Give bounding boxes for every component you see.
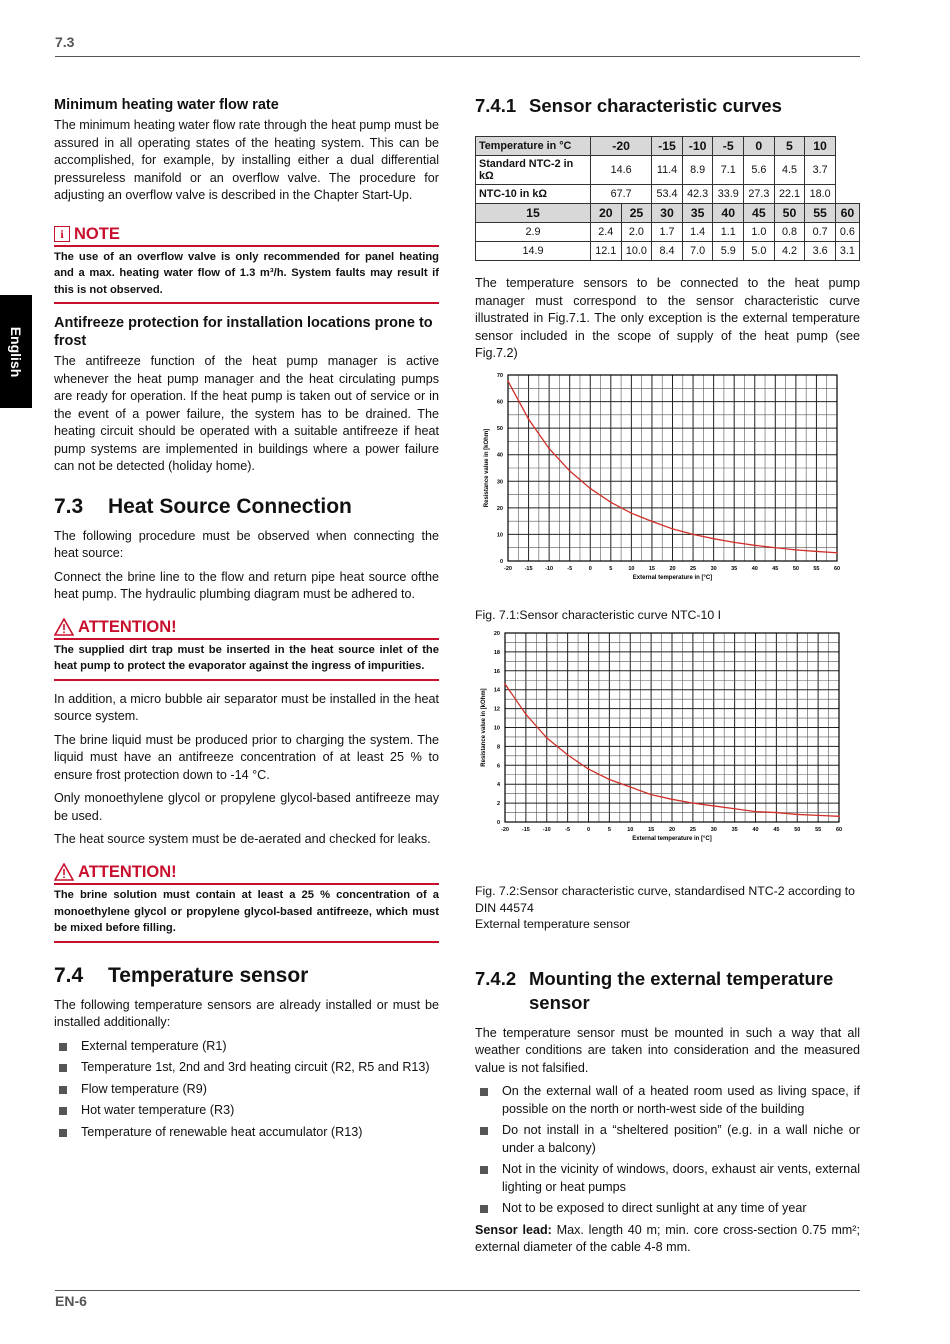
- y-tick-label: 6: [496, 763, 500, 770]
- x-tick-label: -10: [542, 827, 551, 833]
- data-point: [630, 512, 632, 514]
- table-row: [476, 242, 860, 261]
- y-tick-label: 8: [496, 744, 500, 751]
- sensor-list: [54, 1038, 439, 1142]
- table-cell: 50: [774, 204, 805, 223]
- section-7-3-heading: [54, 494, 439, 520]
- x-tick-label: -5: [567, 565, 573, 572]
- y-tick-label: 10: [496, 531, 503, 538]
- x-tick-label: 25: [689, 827, 696, 833]
- x-tick-label: 10: [627, 827, 634, 833]
- x-tick-label: 30: [710, 827, 717, 833]
- header-section-number: 7.3: [55, 34, 75, 50]
- attention-box-1: [54, 618, 439, 681]
- list-item: External temperature (R1): [54, 1038, 439, 1056]
- data-point: [608, 779, 610, 781]
- section-7-4-heading: [54, 963, 439, 989]
- x-tick-label: 55: [815, 827, 822, 833]
- data-point: [651, 520, 653, 522]
- list-item: Temperature of renewable heat accumulator (R13): [54, 1124, 439, 1142]
- table-cell: 45: [744, 204, 775, 223]
- table-row: [476, 137, 860, 156]
- table-cell: 11.4: [652, 156, 683, 185]
- table-cell: 15: [476, 204, 591, 223]
- y-tick-label: 60: [496, 399, 503, 406]
- after-att1-p2: The brine liquid must be produced prior to charging the system. The liquid must have an antifreeze concentration of at least 25 % to ensure frost protection down to -14 °C.: [54, 732, 439, 782]
- data-point: [774, 546, 776, 548]
- list-item: On the external wall of a heated room used as living space, if possible on the north or north-west side of the building: [475, 1083, 860, 1118]
- sensor-lead-label: Sensor lead:: [475, 1222, 552, 1237]
- table-cell: 40: [713, 204, 744, 223]
- table-row: [476, 204, 860, 223]
- warning-icon: [54, 863, 74, 881]
- sec742-intro: The temperature sensor must be mounted in such a way that all weather conditions are taken into consideration and the measured value is not falsified.: [475, 1025, 860, 1075]
- table-row: [476, 156, 860, 185]
- section-number: 7.4.2: [475, 967, 517, 989]
- after-att1-p1: In addition, a micro bubble air separator must be installed in the heat source system.: [54, 691, 439, 724]
- attention-header-2: [54, 863, 439, 885]
- y-tick-label: 20: [493, 631, 500, 637]
- sensor-lead-text: Max. length 40 m; min. core cross-section 0.75 mm²; external diameter of the cable 4-8 mm.: [475, 1222, 860, 1254]
- table-cell: Standard NTC-2 in kΩ: [476, 156, 591, 185]
- data-point: [672, 527, 674, 529]
- data-point: [610, 501, 612, 503]
- data-point: [734, 808, 736, 810]
- x-tick-label: 35: [731, 827, 738, 833]
- table-cell: 0.8: [774, 223, 805, 242]
- x-tick-label: -15: [521, 827, 530, 833]
- section-title: Mounting the external temperature sensor: [529, 967, 834, 1013]
- note-label: NOTE: [74, 224, 120, 243]
- antifreeze-heading: Antifreeze protection for installation locations prone to frost: [54, 315, 433, 350]
- data-point: [525, 713, 527, 715]
- table-cell: 2.0: [621, 223, 652, 242]
- table-cell: 5.9: [713, 242, 744, 261]
- table-cell: 14.9: [476, 242, 591, 261]
- x-tick-label: 15: [648, 827, 655, 833]
- x-tick-label: 0: [588, 565, 592, 572]
- table-cell: 1.7: [652, 223, 683, 242]
- section-title: Heat Source Connection: [108, 494, 352, 518]
- note-header: [54, 225, 439, 247]
- attention-header-1: [54, 618, 439, 640]
- table-cell: 53.4: [652, 185, 683, 204]
- table-cell: 55: [805, 204, 836, 223]
- header-rule: [55, 56, 860, 57]
- data-point: [629, 786, 631, 788]
- table-cell: 25: [621, 204, 652, 223]
- table-cell: 35: [682, 204, 713, 223]
- warning-icon: [54, 618, 74, 636]
- x-tick-label: 40: [752, 827, 759, 833]
- attention-label-2: ATTENTION!: [78, 862, 177, 881]
- y-tick-label: 14: [493, 687, 500, 694]
- table-cell: 3.6: [805, 242, 836, 261]
- table-cell: 10: [805, 137, 836, 156]
- y-tick-label: 50: [496, 425, 503, 432]
- sec73-p1: The following procedure must be observed when connecting the heat source:: [54, 528, 439, 561]
- table-cell: 18.0: [805, 185, 836, 204]
- table-cell: 10.0: [621, 242, 652, 261]
- x-tick-label: -5: [565, 827, 571, 833]
- x-tick-label: 10: [628, 565, 635, 572]
- x-tick-label: 45: [772, 565, 779, 572]
- table-cell: 8.9: [682, 156, 713, 185]
- data-point: [817, 814, 819, 816]
- attention-text-2: The brine solution must contain at least a 25 % concentration of a monoethylene glycol or propylene glycol-based antifreeze, which must be mixed before filling.: [54, 885, 439, 943]
- list-item: Not to be exposed to direct sunlight at any time of year: [475, 1200, 860, 1218]
- left-column: [54, 96, 439, 1145]
- table-cell: 22.1: [774, 185, 805, 204]
- x-tick-label: 5: [607, 827, 611, 833]
- data-point: [569, 470, 571, 472]
- table-cell: 60: [835, 204, 859, 223]
- x-tick-label: 35: [731, 565, 738, 572]
- attention-text-1: The supplied dirt trap must be inserted in the heat source inlet of the heat pump to protect the evaporator against the ingress of impurities.: [54, 640, 439, 681]
- table-cell: NTC-10 in kΩ: [476, 185, 591, 204]
- fig1-caption: Fig. 7.1:Sensor characteristic curve NTC-10 I: [475, 607, 722, 622]
- data-point: [713, 537, 715, 539]
- table-cell: 5: [774, 137, 805, 156]
- table-cell: 8.4: [652, 242, 683, 261]
- table-cell: 5.6: [744, 156, 775, 185]
- list-item: Hot water temperature (R3): [54, 1102, 439, 1120]
- data-point: [795, 548, 797, 550]
- y-tick-label: 20: [496, 505, 503, 512]
- data-point: [671, 798, 673, 800]
- y-tick-label: 0: [499, 558, 503, 565]
- x-tick-label: 40: [751, 565, 758, 572]
- data-point: [567, 754, 569, 756]
- table-cell: 5.0: [744, 242, 775, 261]
- data-point: [838, 815, 840, 817]
- table-cell: 0.7: [805, 223, 836, 242]
- x-tick-label: 60: [835, 827, 843, 833]
- data-point: [507, 380, 509, 382]
- page-number: EN-6: [55, 1293, 87, 1309]
- section-title: Temperature sensor: [108, 963, 309, 987]
- table-cell: 67.7: [591, 185, 652, 204]
- data-point: [588, 768, 590, 770]
- right-column: [475, 94, 860, 1263]
- table-cell: 33.9: [713, 185, 744, 204]
- y-tick-label: 30: [496, 478, 503, 485]
- ntc10-chart: [475, 371, 860, 593]
- data-point: [546, 737, 548, 739]
- x-tick-label: 20: [668, 827, 676, 833]
- table-cell: 0: [744, 137, 775, 156]
- x-tick-label: 55: [813, 565, 820, 572]
- section-number: 7.3: [54, 494, 84, 518]
- table-cell: 1.0: [744, 223, 775, 242]
- data-point: [504, 683, 506, 685]
- data-point: [589, 487, 591, 489]
- y-axis-label: Resistance value in [kOhm]: [484, 428, 490, 507]
- section-7-4-2-heading: [475, 967, 860, 1015]
- y-tick-label: 4: [496, 782, 500, 789]
- after-att1-p4: The heat source system must be de-aerated and checked for leaks.: [54, 832, 431, 847]
- table-row: [476, 223, 860, 242]
- y-tick-label: 10: [493, 725, 500, 732]
- fig2-caption-2: External temperature sensor: [475, 917, 631, 931]
- data-point: [775, 812, 777, 814]
- antifreeze-text: The antifreeze function of the heat pump manager is active whenever the heat pump manager and the heat circulating pumps are ready for operation. If the heat pump is taken out of service or in the event of a power failure, the system has to be drained. The heating circuit should be operated with a suitable antifreeze if heat pump systems are implemented in buildings where a power failure can not be detected (holiday home).: [54, 354, 439, 474]
- note-box: [54, 225, 439, 305]
- list-item: Temperature 1st, 2nd and 3rd heating circuit (R2, R5 and R13): [54, 1059, 439, 1077]
- x-tick-label: -20: [501, 827, 509, 833]
- x-tick-label: 45: [773, 827, 780, 833]
- x-tick-label: 5: [609, 565, 613, 572]
- list-item: Not in the vicinity of windows, doors, exhaust air vents, external lighting or heat pumps: [475, 1161, 860, 1196]
- x-tick-label: 50: [794, 827, 801, 833]
- list-item: Flow temperature (R9): [54, 1081, 439, 1099]
- y-tick-label: 18: [493, 649, 500, 656]
- table-cell: 3.1: [835, 242, 859, 261]
- section-title: Sensor characteristic curves: [529, 95, 782, 116]
- y-tick-label: 40: [496, 452, 503, 459]
- min-flow-heading: Minimum heating water flow rate: [54, 97, 279, 113]
- x-tick-label: 0: [586, 827, 591, 833]
- after-att1-p3: Only monoethylene glycol or propylene glycol-based antifreeze may be used.: [54, 791, 439, 823]
- data-point: [650, 794, 652, 796]
- data-point: [816, 550, 818, 552]
- table-cell: 14.6: [591, 156, 652, 185]
- y-tick-label: 0: [496, 820, 500, 826]
- attention-box-2: [54, 863, 439, 943]
- x-tick-label: -20: [504, 565, 512, 572]
- x-axis-label: External temperature in [°C]: [632, 836, 712, 842]
- data-point: [692, 533, 694, 535]
- table-description: The temperature sensors to be connected to the heat pump manager must correspond to the sensor characteristic curve illustrated in Fig.7.1. The only exception is the external temperature sensor included in the scope of supply of the heat pump (see Fig.7.2): [475, 276, 860, 360]
- table-cell: -5: [713, 137, 744, 156]
- note-text: The use of an overflow valve is only recommended for panel heating and a max. heating water flow of 1.3 m³/h. System faults may result if this is not observed.: [54, 247, 439, 305]
- table-cell: 4.2: [774, 242, 805, 261]
- mounting-list: [475, 1083, 860, 1218]
- x-axis-label: External temperature in [°C]: [632, 574, 713, 581]
- table-cell: 0.6: [835, 223, 859, 242]
- min-flow-text: The minimum heating water flow rate through the heat pump must be assured in all operating states of the heating system. This can be accomplished, for example, by installing either a dual differential pressureless manifold or an overflow valve. The procedure for adjusting an overflow valve is described in the Chapter Start-Up.: [54, 118, 440, 202]
- data-point: [733, 541, 735, 543]
- x-tick-label: -15: [524, 565, 533, 572]
- table-cell: 20: [591, 204, 622, 223]
- data-point: [692, 802, 694, 804]
- language-tab-label: English: [8, 326, 24, 377]
- section-number: 7.4.1: [475, 95, 517, 116]
- table-cell: 42.3: [682, 185, 713, 204]
- table-cell: 2.4: [591, 223, 622, 242]
- data-point: [754, 544, 756, 546]
- data-point: [755, 811, 757, 813]
- section-number: 7.4: [54, 963, 84, 987]
- y-tick-label: 70: [496, 372, 503, 379]
- table-cell: 7.0: [682, 242, 713, 261]
- language-tab: [0, 295, 32, 408]
- data-point: [713, 805, 715, 807]
- table-cell: 1.4: [682, 223, 713, 242]
- info-icon: i: [54, 226, 70, 242]
- x-tick-label: 50: [792, 565, 799, 572]
- table-cell: 2.9: [476, 223, 591, 242]
- data-point: [548, 447, 550, 449]
- sec74-intro: The following temperature sensors are already installed or must be installed additionally:: [54, 997, 439, 1030]
- table-cell: -15: [652, 137, 683, 156]
- table-cell: -20: [591, 137, 652, 156]
- table-cell: 1.1: [713, 223, 744, 242]
- table-cell: 7.1: [713, 156, 744, 185]
- x-tick-label: 30: [710, 565, 717, 572]
- section-7-4-1-heading: [475, 94, 860, 118]
- sec73-p2: Connect the brine line to the flow and return pipe heat source ofthe heat pump. The hydraulic plumbing diagram must be adhered to.: [54, 569, 439, 602]
- x-tick-label: 15: [648, 565, 655, 572]
- table-cell: 30: [652, 204, 683, 223]
- table-cell: 27.3: [744, 185, 775, 204]
- table-cell: 4.5: [774, 156, 805, 185]
- list-item: Do not install in a “sheltered position” (e.g. in a wall niche or under a balcony): [475, 1122, 860, 1157]
- y-axis-label: Resistance value in [kOhm]: [481, 688, 487, 767]
- table-cell: 3.7: [805, 156, 836, 185]
- table-row: [476, 185, 860, 204]
- attention-label-1: ATTENTION!: [78, 617, 177, 636]
- footer-rule: [55, 1290, 860, 1291]
- y-tick-label: 2: [496, 801, 500, 808]
- y-tick-label: 16: [493, 668, 500, 675]
- table-cell: 12.1: [591, 242, 622, 261]
- fig2-caption: Fig. 7.2:Sensor characteristic curve, standardised NTC-2 according to DIN 44574: [475, 884, 856, 915]
- data-point: [796, 814, 798, 816]
- table-cell: -10: [682, 137, 713, 156]
- data-point: [528, 418, 530, 420]
- x-tick-label: 25: [690, 565, 697, 572]
- sensor-table: [475, 136, 860, 261]
- data-point: [836, 551, 838, 553]
- x-tick-label: 60: [833, 565, 841, 572]
- table-cell: Temperature in °C: [476, 137, 591, 156]
- x-tick-label: 20: [669, 565, 676, 572]
- x-tick-label: -10: [545, 565, 554, 572]
- y-tick-label: 12: [493, 706, 500, 713]
- ntc2-chart: [475, 629, 860, 857]
- sensor-lead-paragraph: [475, 1222, 860, 1257]
